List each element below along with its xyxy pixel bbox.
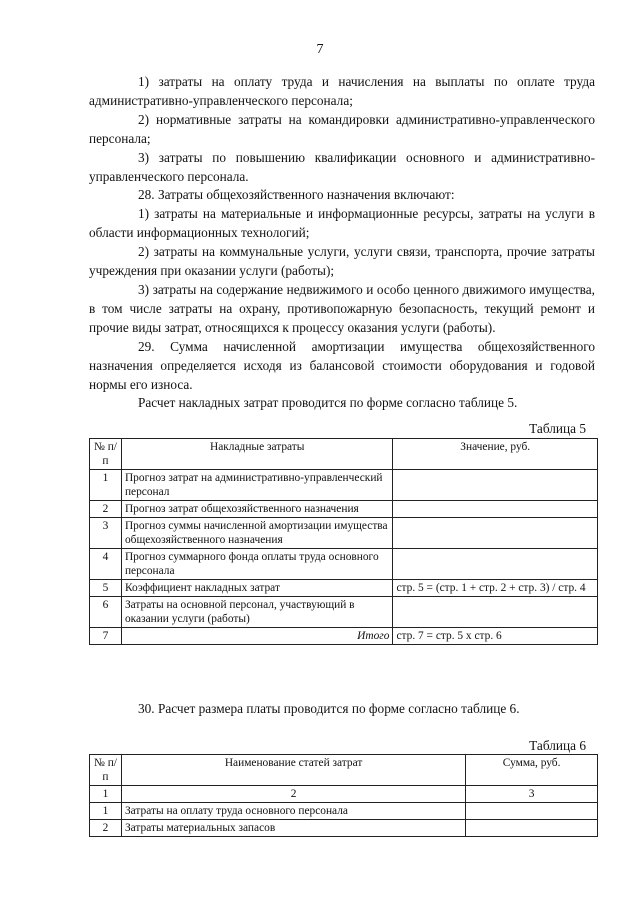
paragraph: 1) затраты на оплату труда и начисления на выплаты по оплате труда административно-управленческого персонала; <box>89 74 595 108</box>
row-value: стр. 7 = стр. 5 х стр. 6 <box>393 628 598 645</box>
row-name: Затраты материальных запасов <box>121 820 465 837</box>
row-num: 1 <box>90 803 122 820</box>
index-cell: 1 <box>90 786 122 803</box>
row-name: Прогноз суммарного фонда оплаты труда основного персонала <box>121 549 393 580</box>
table-row <box>90 501 598 518</box>
paragraph: 30. Расчет размера платы проводится по форме согласно таблице 6. <box>138 701 520 716</box>
row-num: 5 <box>90 580 122 597</box>
table-row <box>90 518 598 549</box>
row-value <box>393 549 598 580</box>
row-value <box>466 803 598 820</box>
row-num: 6 <box>90 597 122 628</box>
row-value: стр. 5 = (стр. 1 + стр. 2 + стр. 3) / стр. 4 <box>393 580 598 597</box>
total-label: Итого <box>357 630 390 642</box>
paragraph: 3) затраты по повышению квалификации основного и административно-управленческого персонала. <box>89 149 595 184</box>
table5-header-row <box>90 439 598 470</box>
row-name <box>121 628 393 645</box>
row-value <box>393 597 598 628</box>
table6-caption: Таблица 6 <box>529 738 586 753</box>
row-value <box>393 470 598 501</box>
header-value: Значение, руб. <box>393 439 598 470</box>
paragraph: Расчет накладных затрат проводится по форме согласно таблице 5. <box>138 395 518 411</box>
paragraph: 28. Затраты общехозяйственного назначения включают: <box>138 187 455 203</box>
index-cell: 2 <box>121 786 465 803</box>
table-row <box>90 597 598 628</box>
index-cell: 3 <box>466 786 598 803</box>
table5 <box>89 438 598 645</box>
header-value: Сумма, руб. <box>466 755 598 786</box>
table-row <box>90 549 598 580</box>
table5-caption: Таблица 5 <box>529 421 586 436</box>
row-value <box>393 501 598 518</box>
paragraph: 29. Сумма начисленной амортизации имущества общехозяйственного назначения определяется исходя из балансовой стоимости оборудования и годовой нормы его износа. <box>89 338 595 392</box>
row-num: 2 <box>90 501 122 518</box>
row-num: 4 <box>90 549 122 580</box>
paragraph: 1) затраты на материальные и информационные ресурсы, затраты на услуги в области информационных технологий; <box>89 206 595 241</box>
table-row <box>90 628 598 645</box>
header-num: № п/п <box>90 755 122 786</box>
row-num: 7 <box>90 628 122 645</box>
row-value <box>466 820 598 837</box>
section-30 <box>89 701 598 717</box>
header-name: Накладные затраты <box>121 439 393 470</box>
row-name: Коэффициент накладных затрат <box>121 580 393 597</box>
header-num: № п/п <box>90 439 122 470</box>
table6-index-row <box>90 786 598 803</box>
body-text <box>89 73 595 413</box>
row-name: Прогноз затрат общехозяйственного назначения <box>121 501 393 518</box>
table6 <box>89 754 598 837</box>
paragraph: 2) затраты на коммунальные услуги, услуги связи, транспорта, прочие затраты учреждения при оказании услуги (работы); <box>89 244 595 279</box>
row-name: Прогноз затрат на административно-управленческий персонал <box>121 470 393 501</box>
row-name: Затраты на оплату труда основного персонала <box>121 803 465 820</box>
paragraph: 3) затраты на содержание недвижимого и особо ценного движимого имущества, в том числе затраты на охрану, противопожарную безопасность, текущий ремонт и прочие виды затрат, относящихся к процессу оказания услуги (работы). <box>89 281 595 335</box>
table6-header-row <box>90 755 598 786</box>
paragraph: 2) нормативные затраты на командировки административно-управленческого персонала; <box>89 111 595 146</box>
row-name: Затраты на основной персонал, участвующий в оказании услуги (работы) <box>121 597 393 628</box>
table-row <box>90 803 598 820</box>
row-num: 2 <box>90 820 122 837</box>
table-row <box>90 580 598 597</box>
row-value <box>393 518 598 549</box>
row-num: 3 <box>90 518 122 549</box>
header-name: Наименование статей затрат <box>121 755 465 786</box>
page-number: 7 <box>316 42 324 57</box>
table-row <box>90 820 598 837</box>
row-name: Прогноз суммы начисленной амортизации имущества общехозяйственного назначения <box>121 518 393 549</box>
row-num: 1 <box>90 470 122 501</box>
table-row <box>90 470 598 501</box>
